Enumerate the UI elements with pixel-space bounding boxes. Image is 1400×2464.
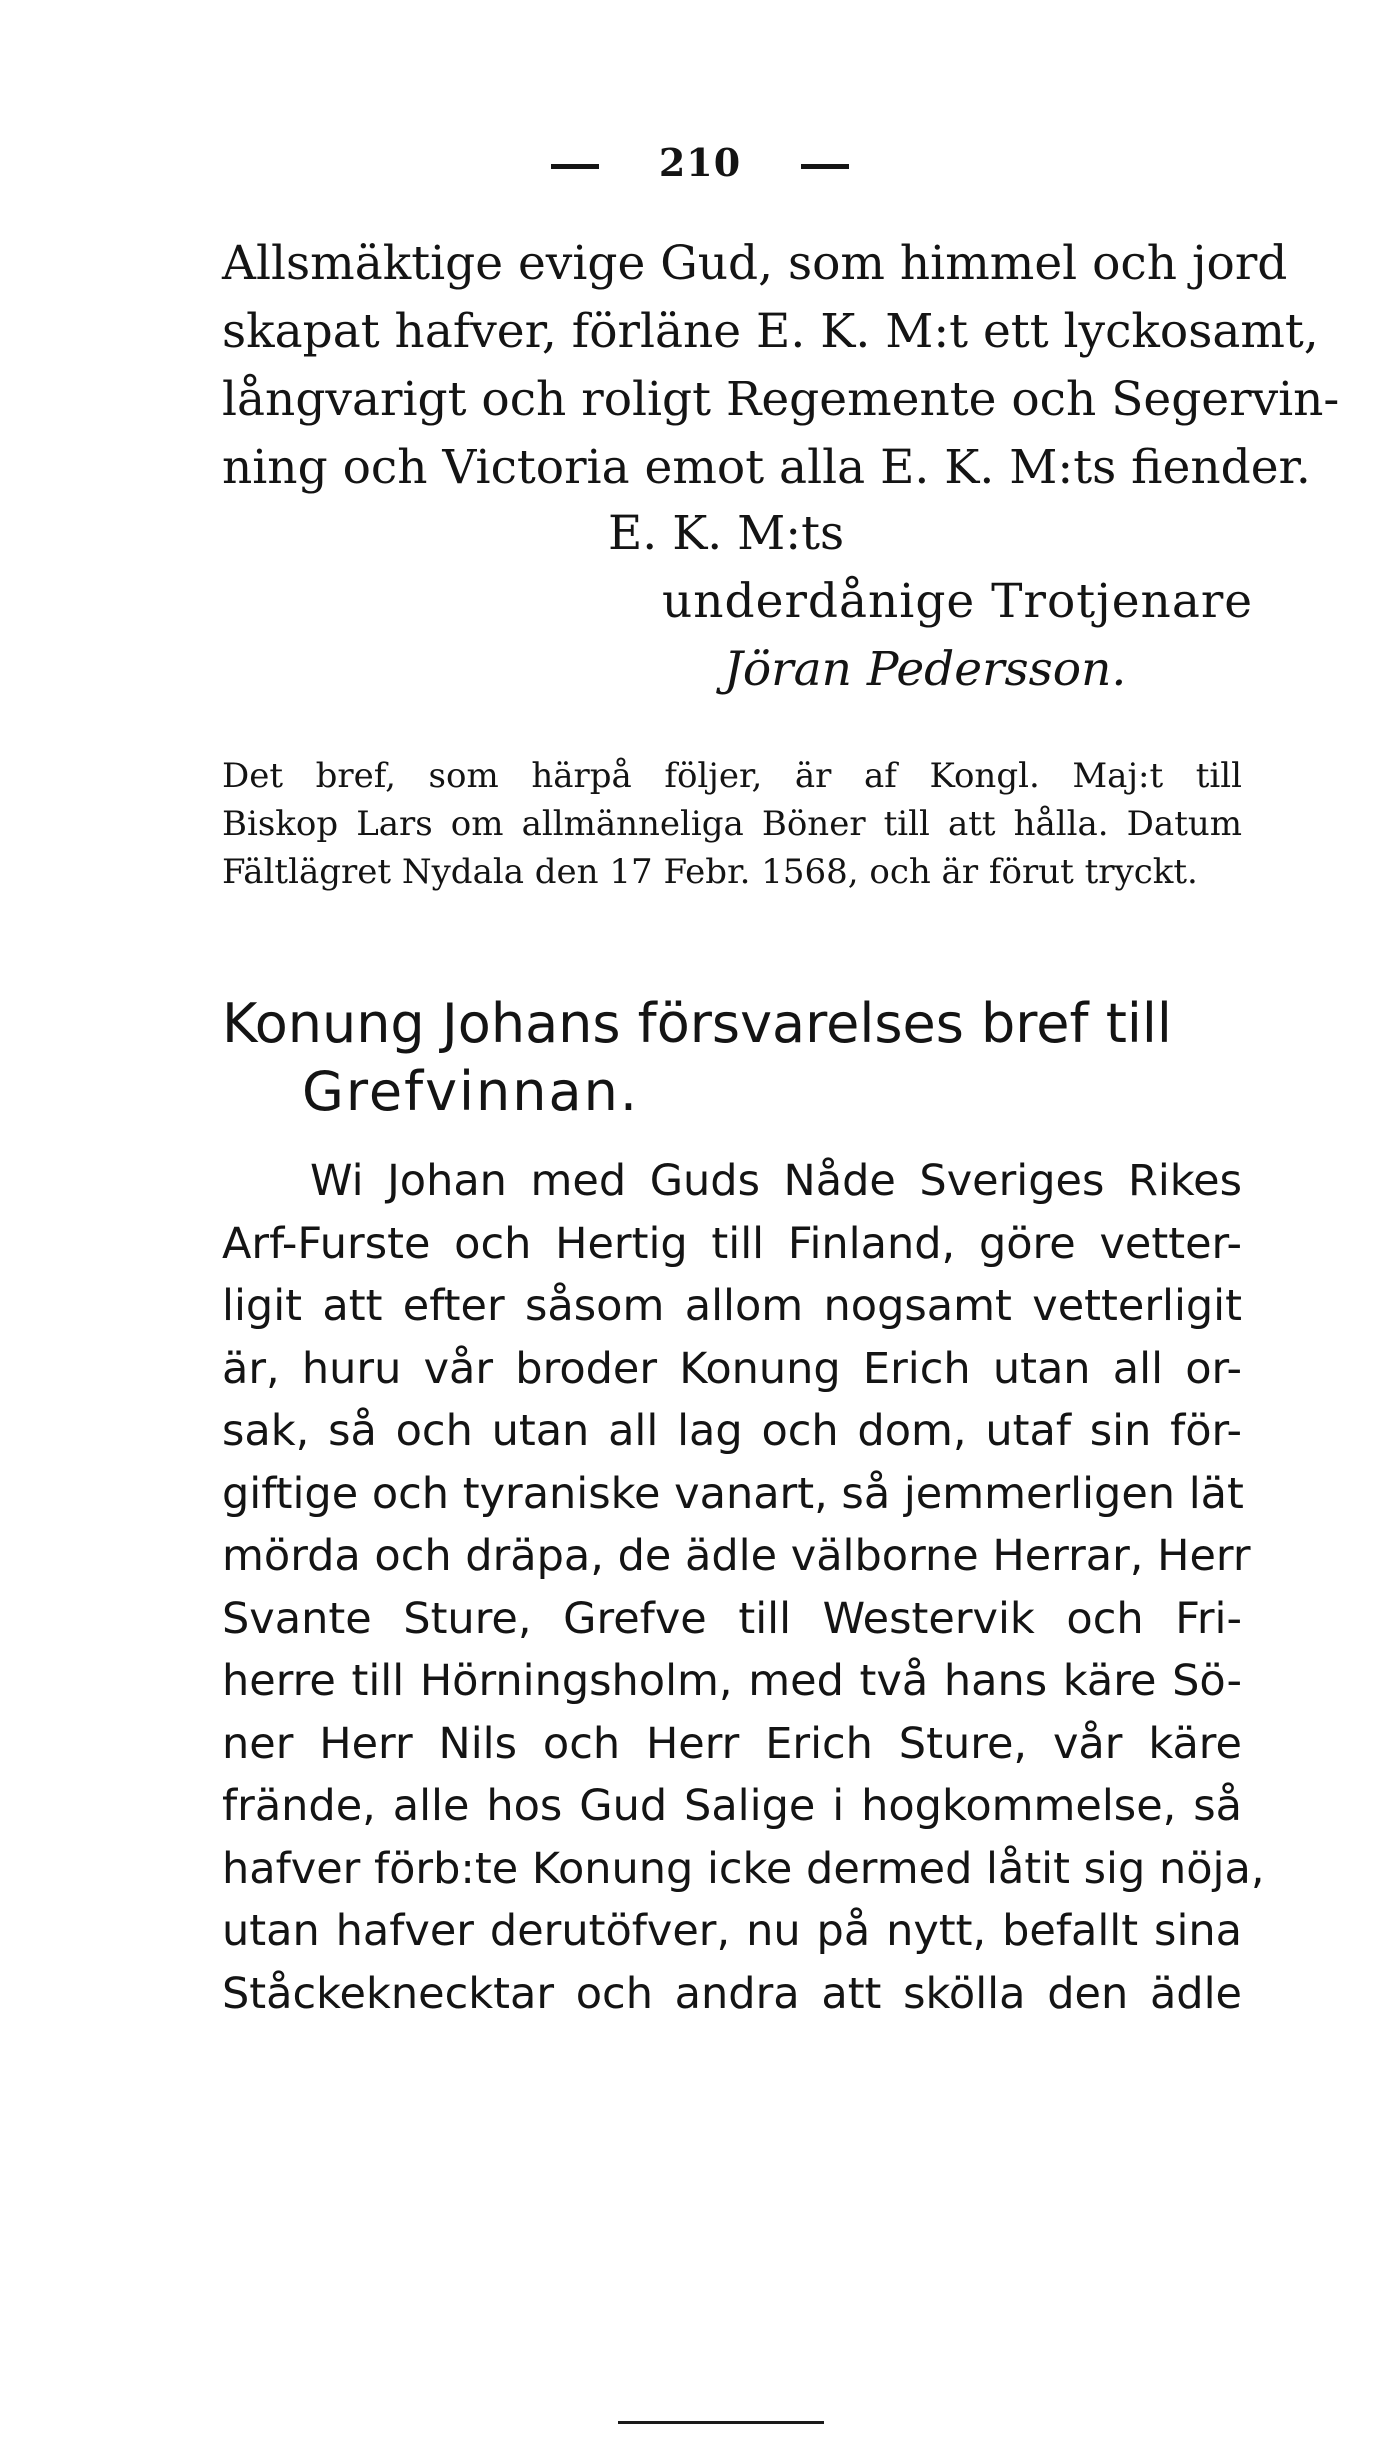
- notice-line: Det bref, som härpå följer, är af Kongl. Maj:t till: [222, 756, 1242, 796]
- signature-block: [0, 500, 1400, 704]
- letter-title: [222, 990, 1242, 1126]
- footer-rule: [618, 2421, 824, 2424]
- letter-line: mörda och dräpa, de ädle välborne Herrar, Herr: [222, 1531, 1251, 1581]
- signature-majesty: E. K. M:ts: [608, 506, 845, 561]
- letter-line: giftige och tyraniske vanart, så jemmerligen lät: [222, 1468, 1244, 1519]
- running-header: [0, 140, 1400, 185]
- letter-line: ligit att efter såsom allom nogsamt vetterligit: [222, 1281, 1242, 1331]
- letter-line: Wi Johan med Guds Nåde Sveriges Rikes: [310, 1156, 1242, 1206]
- letter-line: sak, så och utan all lag och dom, utaf sin för-: [222, 1406, 1242, 1456]
- letter-body: [222, 1150, 1265, 2025]
- letter-line: Ståckeknecktar och andra att skölla den ädle: [222, 1968, 1242, 2019]
- header-dash-left: [551, 164, 599, 169]
- signature-servant: underdånige Trotjenare: [662, 574, 1254, 629]
- title-line: Konung Johans försvarelses bref till: [222, 992, 1172, 1055]
- header-dash-right: [801, 164, 849, 169]
- page-number: 210: [658, 140, 742, 185]
- notice-line: Biskop Lars om allmänneliga Böner till att hålla. Datum: [222, 804, 1242, 844]
- signature-name: Jöran Pedersson.: [724, 642, 1127, 697]
- letter-line: Arf-Furste och Hertig till Finland, göre vetter-: [222, 1218, 1242, 1269]
- letter-line: hafver förb:te Konung icke dermed låtit sig nöja,: [222, 1843, 1265, 1894]
- notice-line: Fältlägret Nydala den 17 Febr. 1568, och är förut tryckt.: [222, 852, 1198, 892]
- prayer-line: Allsmäktige evige Gud, som himmel och jord: [222, 236, 1288, 291]
- letter-line: Svante Sture, Grefve till Westervik och Fri-: [222, 1593, 1242, 1644]
- prayer-line: skapat hafver, förläne E. K. M:t ett lyckosamt,: [222, 304, 1319, 359]
- letter-line: frände, alle hos Gud Salige i hogkommelse, så: [222, 1781, 1242, 1831]
- letter-line: ner Herr Nils och Herr Erich Sture, vår käre: [222, 1718, 1242, 1769]
- title-line: Grefvinnan.: [302, 1060, 639, 1123]
- letter-line: utan hafver derutöfver, nu på nytt, befallt sina: [222, 1906, 1242, 1956]
- letter-line: herre till Hörningsholm, med två hans käre Sö-: [222, 1656, 1242, 1706]
- prayer-line: långvarigt och roligt Regemente och Segervin-: [222, 372, 1340, 427]
- prayer-line: ning och Victoria emot alla E. K. M:ts fiender.: [222, 440, 1311, 495]
- prayer-paragraph: [222, 230, 1340, 502]
- editorial-notice: [222, 752, 1242, 896]
- letter-line: är, huru vår broder Konung Erich utan all or-: [222, 1343, 1242, 1394]
